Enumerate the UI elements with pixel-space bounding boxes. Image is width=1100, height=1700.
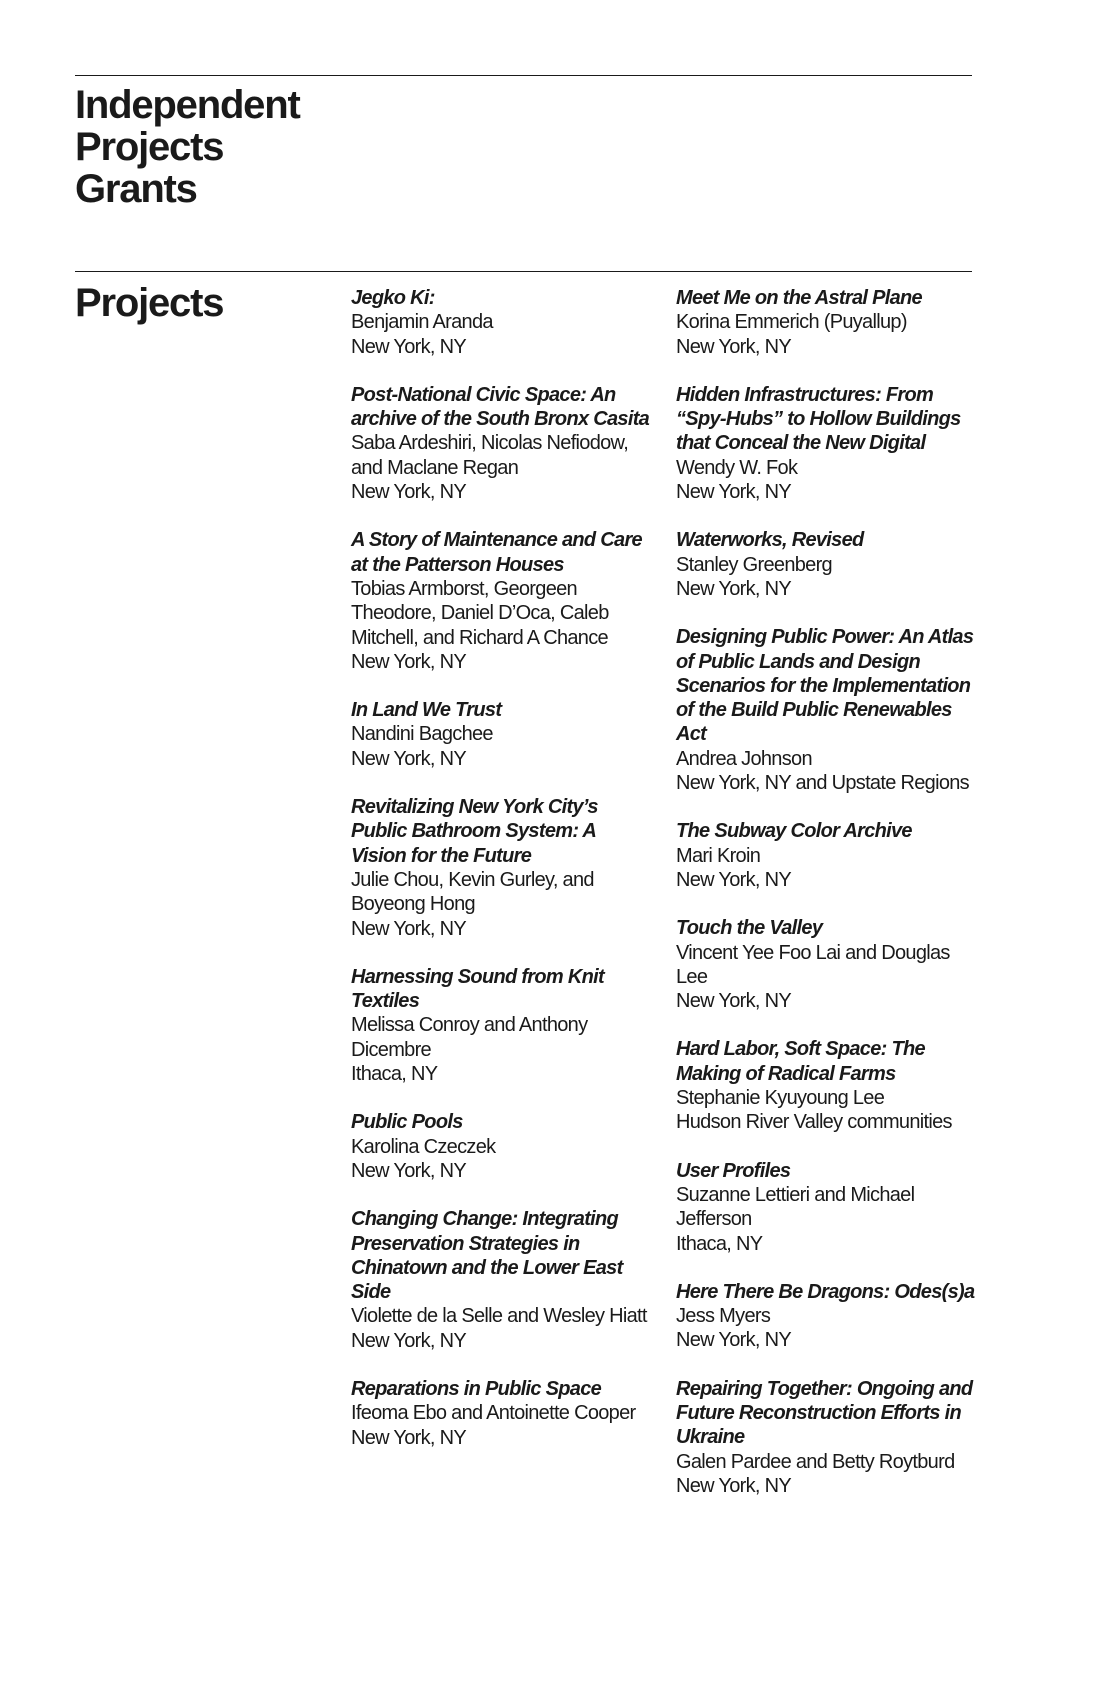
project-title: The Subway Color Archive xyxy=(676,820,912,843)
project-title: Designing Public Power: An Atlas of Public Lands and Design Scenarios for the Implementation of the Build Public Renewables Act xyxy=(676,626,974,746)
project-title: Touch the Valley xyxy=(676,917,823,940)
project-people: Tobias Armborst, Georgeen Theodore, Daniel D’Oca, Caleb Mitchell, and Richard A Chance xyxy=(351,577,609,649)
project-entry xyxy=(676,1159,976,1256)
project-people: Julie Chou, Kevin Gurley, and Boyeong Hong xyxy=(351,868,594,916)
project-entry xyxy=(676,1377,976,1498)
project-title: Public Pools xyxy=(351,1111,463,1134)
project-people: Suzanne Lettieri and Michael Jefferson xyxy=(676,1183,915,1231)
project-entry xyxy=(351,1207,651,1353)
project-people: Wendy W. Fok xyxy=(676,456,798,479)
project-entry xyxy=(351,1110,651,1183)
project-title: Harnessing Sound from Knit Textiles xyxy=(351,965,604,1013)
project-people: Korina Emmerich (Puyallup) xyxy=(676,311,907,334)
project-location: Hudson River Valley communities xyxy=(676,1111,952,1134)
project-location: New York, NY xyxy=(351,917,466,940)
project-title: Hidden Infrastructures: From “Spy-Hubs” to Hollow Buildings that Conceal the New Digital xyxy=(676,383,961,455)
project-entry xyxy=(351,1377,651,1450)
project-entry xyxy=(351,286,651,359)
project-location: New York, NY xyxy=(351,650,466,673)
project-people: Melissa Conroy and Anthony Dicembre xyxy=(351,1014,588,1061)
project-location: New York, NY xyxy=(351,1426,466,1449)
project-title: Changing Change: Integrating Preservation Strategies in Chinatown and the Lower East Side xyxy=(351,1208,623,1304)
project-entry xyxy=(351,795,651,941)
section-divider xyxy=(75,271,972,272)
projects-column-left xyxy=(351,286,651,1474)
project-location: New York, NY xyxy=(351,1159,466,1182)
project-entry xyxy=(676,286,976,359)
project-title: Repairing Together: Ongoing and Future Reconstruction Efforts in Ukraine xyxy=(676,1377,973,1449)
project-location: New York, NY xyxy=(676,335,791,358)
project-location: New York, NY xyxy=(676,481,791,504)
project-entry xyxy=(676,1037,976,1134)
page-title-line: Grants xyxy=(75,167,197,211)
top-divider xyxy=(75,75,972,76)
project-title: Revitalizing New York City’s Public Bathroom System: A Vision for the Future xyxy=(351,796,598,867)
project-location: Ithaca, NY xyxy=(676,1232,763,1255)
project-entry xyxy=(676,383,976,504)
page-title-line: Projects xyxy=(75,125,224,169)
project-entry xyxy=(351,383,651,504)
section-title: Projects xyxy=(75,281,224,325)
project-people: Stephanie Kyuyoung Lee xyxy=(676,1087,885,1110)
project-entry xyxy=(676,819,976,892)
project-entry xyxy=(676,916,976,1013)
project-location: New York, NY xyxy=(676,577,791,600)
project-title: In Land We Trust xyxy=(351,699,502,722)
project-title: Waterworks, Revised xyxy=(676,529,864,552)
project-title: Jegko Ki: xyxy=(351,287,435,309)
project-location: New York, NY xyxy=(351,335,466,358)
project-location: New York, NY and Upstate Regions xyxy=(676,772,969,795)
projects-column-right xyxy=(676,286,976,1522)
project-title: Post-National Civic Space: An archive of the South Bronx Casita xyxy=(351,383,650,431)
page-title xyxy=(75,84,300,210)
project-title: Meet Me on the Astral Plane xyxy=(676,287,922,309)
project-location: New York, NY xyxy=(351,1329,466,1352)
project-location: New York, NY xyxy=(351,747,466,770)
project-location: New York, NY xyxy=(351,481,466,504)
project-entry xyxy=(676,528,976,601)
page-title-line: Independent xyxy=(75,83,300,127)
project-people: Karolina Czeczek xyxy=(351,1135,496,1158)
project-location: New York, NY xyxy=(676,1329,791,1352)
project-people: Benjamin Aranda xyxy=(351,311,493,334)
project-title: Hard Labor, Soft Space: The Making of Radical Farms xyxy=(676,1038,925,1085)
project-entry xyxy=(351,965,651,1086)
project-people: Stanley Greenberg xyxy=(676,553,832,576)
project-title: Here There Be Dragons: Odes(s)a xyxy=(676,1280,975,1303)
project-entry xyxy=(351,698,651,771)
project-entry xyxy=(676,625,976,795)
project-entry xyxy=(351,528,651,674)
project-people: Andrea Johnson xyxy=(676,747,812,770)
project-people: Violette de la Selle and Wesley Hiatt xyxy=(351,1305,647,1328)
project-people: Nandini Bagchee xyxy=(351,723,493,746)
project-people: Jess Myers xyxy=(676,1305,771,1328)
project-location: New York, NY xyxy=(676,1474,791,1497)
project-title: Reparations in Public Space xyxy=(351,1377,602,1400)
project-title: User Profiles xyxy=(676,1159,791,1182)
project-entry xyxy=(676,1280,976,1353)
project-people: Galen Pardee and Betty Roytburd xyxy=(676,1450,955,1473)
project-location: Ithaca, NY xyxy=(351,1063,438,1086)
project-people: Mari Kroin xyxy=(676,844,761,867)
project-people: Saba Ardeshiri, Nicolas Nefiodow, and Maclane Regan xyxy=(351,432,629,479)
project-location: New York, NY xyxy=(676,990,791,1013)
project-people: Ifeoma Ebo and Antoinette Cooper xyxy=(351,1402,636,1425)
project-location: New York, NY xyxy=(676,868,791,891)
project-title: A Story of Maintenance and Care at the Patterson Houses xyxy=(351,529,642,576)
project-people: Vincent Yee Foo Lai and Douglas Lee xyxy=(676,941,950,988)
